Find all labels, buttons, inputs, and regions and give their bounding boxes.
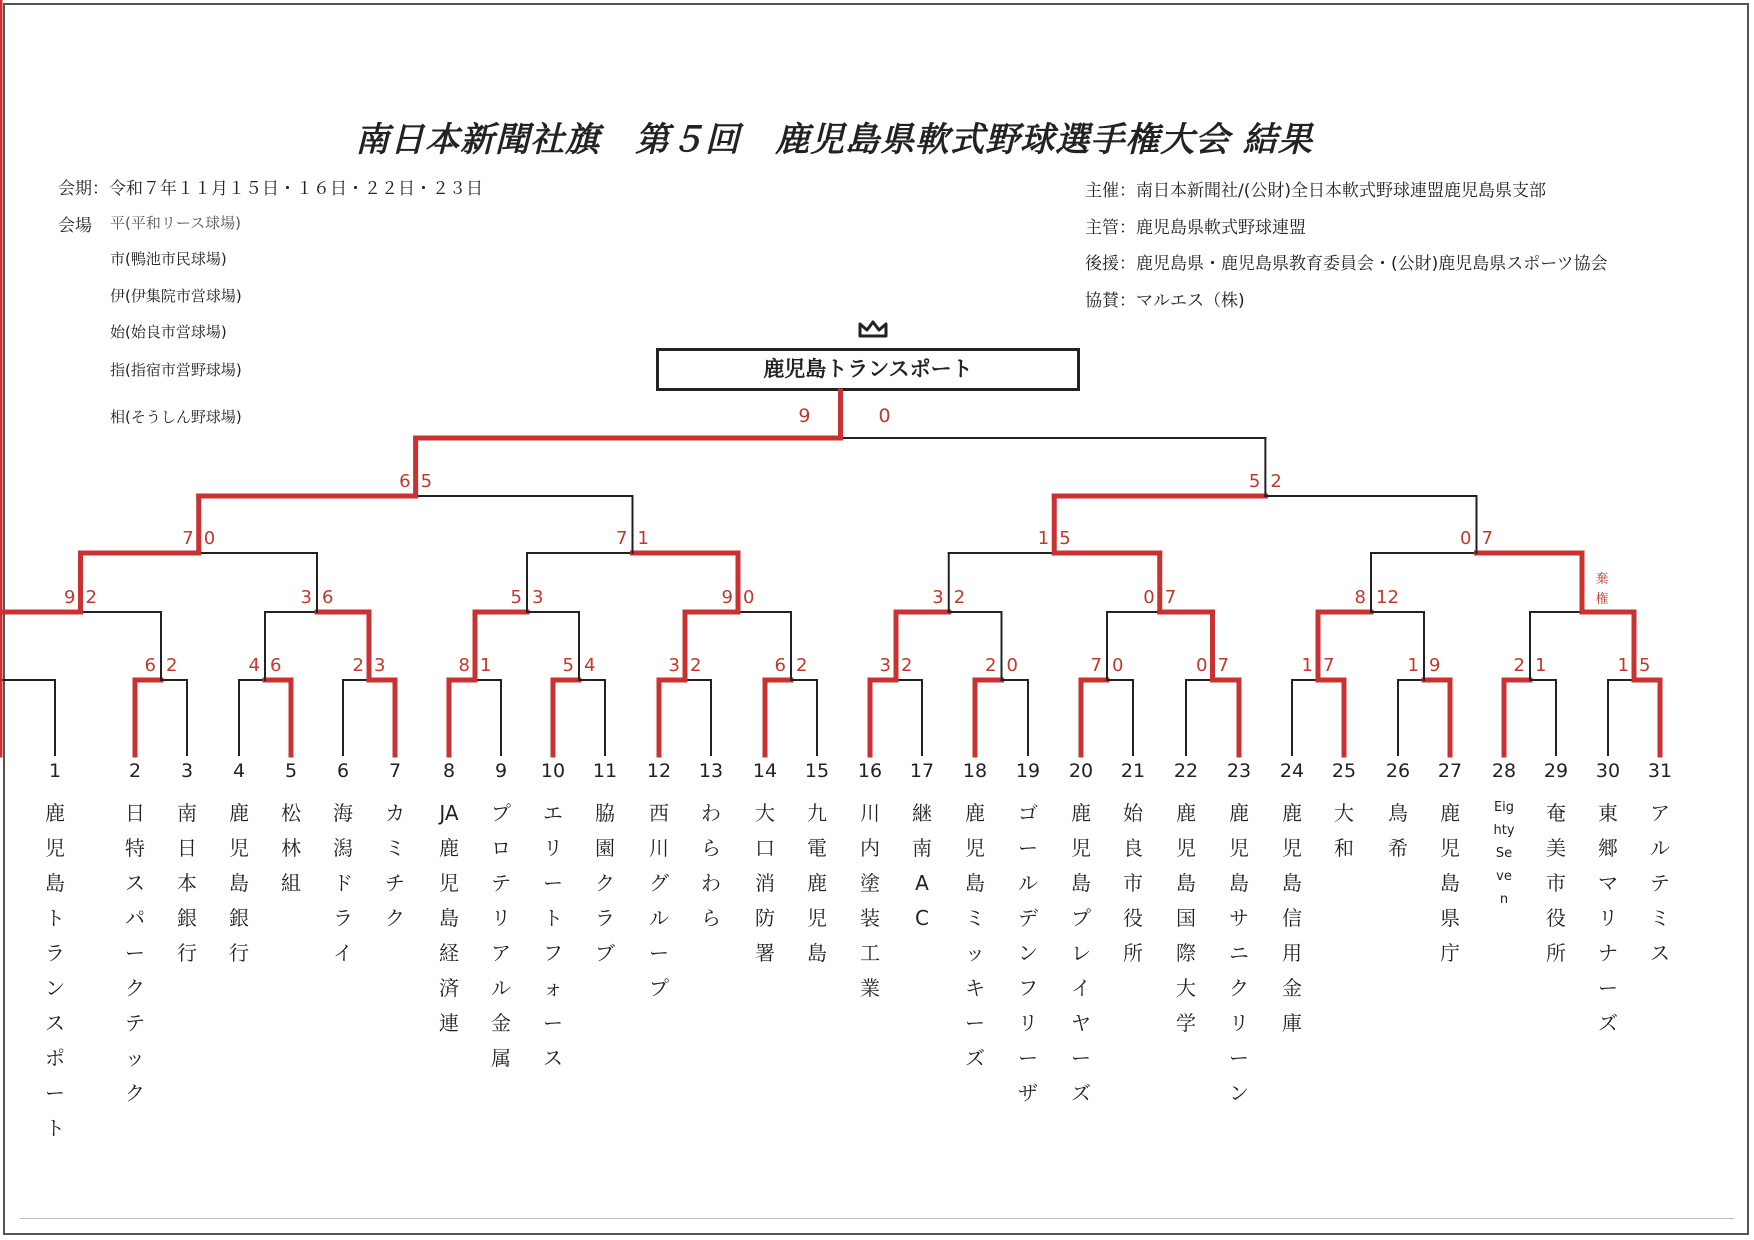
team-name: 脇園クラブ bbox=[595, 801, 615, 965]
page-title: 南日本新聞社旗 第５回 鹿児島県軟式野球選手権大会 結果 bbox=[355, 120, 1313, 160]
score-label: 7 bbox=[1164, 587, 1177, 608]
score-label: 6 bbox=[774, 655, 786, 676]
team-number: 24 bbox=[1279, 760, 1305, 782]
venue-item: 市(鴨池市民球場) bbox=[110, 250, 227, 268]
champion-box: 鹿児島トランスポート bbox=[656, 348, 1080, 391]
organizer-line: 後援：鹿児島県・鹿児島県教育委員会・(公財)鹿児島県スポーツ協会 bbox=[1085, 254, 1608, 274]
team-number: 30 bbox=[1595, 760, 1621, 782]
team-number: 23 bbox=[1226, 760, 1252, 782]
score-label: 9 bbox=[721, 587, 733, 608]
team-number: 2 bbox=[128, 760, 142, 782]
score-label: 6 bbox=[270, 655, 282, 676]
team-number: 22 bbox=[1173, 760, 1199, 782]
team-name: 日特スパークテック bbox=[125, 801, 145, 1105]
score-label: 1 bbox=[1407, 655, 1419, 676]
team-name: 大口消防署 bbox=[755, 801, 775, 965]
team-number: 25 bbox=[1331, 760, 1357, 782]
score-label: 3 bbox=[374, 655, 386, 676]
team-name: 西川グループ bbox=[649, 801, 669, 1000]
team-name: 鹿児島信用金庫 bbox=[1282, 801, 1302, 1035]
score-label: 8 bbox=[1354, 587, 1366, 608]
team-number: 3 bbox=[180, 760, 194, 782]
score-label: 6 bbox=[144, 655, 156, 676]
team-number: 11 bbox=[592, 760, 618, 782]
team-number: 4 bbox=[232, 760, 246, 782]
venue-item: 指(指宿市営野球場) bbox=[110, 361, 242, 379]
team-entry bbox=[585, 760, 625, 971]
team-entry bbox=[1484, 760, 1524, 911]
score-label: 12 bbox=[1376, 587, 1399, 608]
score-label: 7 bbox=[1090, 655, 1102, 676]
score-label: 3 bbox=[300, 587, 312, 608]
score-label: 8 bbox=[458, 655, 470, 676]
team-name: 奄美市役所 bbox=[1546, 801, 1566, 965]
team-name: 南日本銀行 bbox=[177, 801, 197, 965]
team-name: 鹿児島サニクリーン bbox=[1229, 801, 1249, 1105]
team-number: 28 bbox=[1491, 760, 1517, 782]
team-number: 21 bbox=[1120, 760, 1146, 782]
team-entry bbox=[271, 760, 311, 901]
score-label: 1 bbox=[1535, 655, 1547, 676]
team-entry bbox=[1536, 760, 1576, 971]
team-entry bbox=[902, 760, 942, 936]
score-label: 0 bbox=[203, 528, 216, 549]
team-number: 20 bbox=[1068, 760, 1094, 782]
score-label: 2 bbox=[953, 587, 966, 608]
team-name: 鹿児島銀行 bbox=[229, 801, 249, 965]
score-label: 5 bbox=[1059, 528, 1071, 549]
team-entry bbox=[115, 760, 155, 1111]
score-label: 7 bbox=[1481, 528, 1493, 549]
score-label: 2 bbox=[1513, 655, 1525, 676]
team-entry bbox=[1166, 760, 1206, 1041]
team-name: 川内塗装工業 bbox=[860, 801, 880, 1000]
team-name: 九電鹿児島 bbox=[807, 801, 827, 965]
score-label: 5 bbox=[1248, 471, 1261, 492]
team-name: 始良市役所 bbox=[1123, 801, 1143, 965]
team-number: 12 bbox=[646, 760, 672, 782]
score-label: 0 bbox=[878, 405, 891, 427]
score-label: 6 bbox=[399, 471, 411, 492]
score-label: 3 bbox=[668, 655, 680, 676]
score-label: 1 bbox=[480, 655, 492, 676]
score-label: 3 bbox=[932, 587, 944, 608]
team-name: エリートフォース bbox=[543, 801, 563, 1070]
score-label: 5 bbox=[562, 655, 574, 676]
team-number: 6 bbox=[336, 760, 350, 782]
team-name: ゴールデンフリーザ bbox=[1018, 801, 1038, 1105]
score-label: 2 bbox=[796, 655, 808, 676]
team-entry bbox=[1324, 760, 1364, 866]
score-label: 5 bbox=[1639, 655, 1651, 676]
team-name: 松林組 bbox=[281, 801, 301, 895]
team-name: 継南AC bbox=[912, 801, 932, 930]
organizer-line: 主催：南日本新聞社/(公財)全日本軟式野球連盟鹿児島県支部 bbox=[1085, 181, 1546, 201]
team-number: 31 bbox=[1647, 760, 1673, 782]
score-label: 7 bbox=[1323, 655, 1335, 676]
organizer-line: 協賛：マルエス（株) bbox=[1085, 291, 1245, 311]
team-entry bbox=[1378, 760, 1418, 866]
score-label: 0 bbox=[1006, 655, 1018, 676]
score-label: 0 bbox=[1460, 528, 1472, 549]
score-label: 1 bbox=[1617, 655, 1629, 676]
team-name: 鹿児島県庁 bbox=[1440, 801, 1460, 965]
score-label: 1 bbox=[637, 528, 649, 549]
team-entry bbox=[533, 760, 573, 1076]
score-label: 0 bbox=[1196, 655, 1208, 676]
team-entry bbox=[1061, 760, 1101, 1111]
score-label: 6 bbox=[322, 587, 334, 608]
venue-item: 始(始良市営球場) bbox=[110, 323, 227, 341]
team-number: 27 bbox=[1437, 760, 1463, 782]
score-label: 9 bbox=[1429, 655, 1441, 676]
forfeit-note: 棄 bbox=[1595, 572, 1609, 587]
score-label: 3 bbox=[532, 587, 544, 608]
team-number: 7 bbox=[388, 760, 402, 782]
score-label: 0 bbox=[1143, 587, 1155, 608]
score-label: 0 bbox=[743, 587, 755, 608]
score-label: 4 bbox=[248, 655, 260, 676]
team-name: 海潟ドライ bbox=[333, 801, 353, 965]
venue-item: 相(そうしん野球場) bbox=[110, 408, 242, 426]
team-entry bbox=[1219, 760, 1259, 1111]
team-number: 26 bbox=[1385, 760, 1411, 782]
team-name: Eighty Seven bbox=[1493, 800, 1515, 907]
score-label: 4 bbox=[584, 655, 596, 676]
team-number: 10 bbox=[540, 760, 566, 782]
team-entry bbox=[1588, 760, 1628, 1041]
team-entry bbox=[1640, 760, 1680, 971]
team-name: 東郷マリナーズ bbox=[1598, 801, 1618, 1035]
score-label: 9 bbox=[798, 405, 811, 427]
venue-item: 平(平和リース球場) bbox=[110, 214, 241, 232]
score-label: 9 bbox=[64, 587, 76, 608]
organizer-line: 主管：鹿児島県軟式野球連盟 bbox=[1085, 218, 1306, 238]
team-entry bbox=[850, 760, 890, 1006]
score-label: 7 bbox=[182, 528, 194, 549]
score-label: 3 bbox=[879, 655, 891, 676]
team-entry bbox=[1272, 760, 1312, 1041]
team-entry bbox=[745, 760, 785, 971]
team-name: 鹿児島ミッキーズ bbox=[965, 801, 985, 1070]
score-label: 0 bbox=[1112, 655, 1124, 676]
venue-item: 伊(伊集院市営球場) bbox=[110, 287, 242, 305]
team-entry bbox=[375, 760, 415, 936]
team-number: 18 bbox=[962, 760, 988, 782]
team-entry bbox=[691, 760, 731, 936]
team-entry bbox=[797, 760, 837, 971]
team-entry bbox=[1430, 760, 1470, 971]
team-entry bbox=[481, 760, 521, 1076]
team-entry bbox=[639, 760, 679, 1006]
team-name: プロテリアル金属 bbox=[491, 801, 511, 1070]
team-entry bbox=[1113, 760, 1153, 971]
score-label: 2 bbox=[85, 587, 97, 608]
team-name: JA鹿児島経済連 bbox=[439, 801, 459, 1035]
team-number: 29 bbox=[1543, 760, 1569, 782]
venues-label: 会場 bbox=[58, 216, 92, 236]
score-label: 2 bbox=[985, 655, 997, 676]
team-entry bbox=[323, 760, 363, 971]
team-number: 1 bbox=[48, 760, 62, 782]
team-number: 8 bbox=[442, 760, 456, 782]
score-label: 2 bbox=[166, 655, 178, 676]
team-name: 大和 bbox=[1334, 801, 1354, 860]
team-entry bbox=[955, 760, 995, 1076]
team-entry bbox=[1008, 760, 1048, 1111]
team-number: 13 bbox=[698, 760, 724, 782]
score-label: 2 bbox=[352, 655, 364, 676]
score-label: 1 bbox=[1037, 528, 1050, 549]
score-label: 2 bbox=[1270, 471, 1282, 492]
tournament-dates: 会期：令和７年１１月１５日・１６日・２２日・２３日 bbox=[58, 179, 483, 199]
team-number: 19 bbox=[1015, 760, 1041, 782]
team-name: アルテミス bbox=[1650, 801, 1670, 965]
team-entry bbox=[167, 760, 207, 971]
team-number: 17 bbox=[909, 760, 935, 782]
team-name: わらわら bbox=[701, 801, 721, 930]
team-number: 16 bbox=[857, 760, 883, 782]
team-name: 鹿児島トランスポート bbox=[45, 801, 65, 1140]
score-label: 7 bbox=[1217, 655, 1229, 676]
score-label: 5 bbox=[510, 587, 522, 608]
team-name: カミチク bbox=[385, 801, 405, 930]
score-label: 7 bbox=[616, 528, 628, 549]
score-label: 2 bbox=[901, 655, 913, 676]
team-number: 14 bbox=[752, 760, 778, 782]
team-name: 鳥希 bbox=[1388, 801, 1408, 860]
team-name: 鹿児島国際大学 bbox=[1176, 801, 1196, 1035]
score-label: 2 bbox=[690, 655, 702, 676]
team-number: 15 bbox=[804, 760, 830, 782]
forfeit-note: 権 bbox=[1595, 592, 1609, 607]
team-entry bbox=[35, 760, 75, 1146]
team-entry bbox=[429, 760, 469, 1041]
team-number: 5 bbox=[284, 760, 298, 782]
team-name: 鹿児島プレイヤーズ bbox=[1071, 801, 1091, 1105]
team-number: 9 bbox=[494, 760, 508, 782]
team-entry bbox=[219, 760, 259, 971]
score-label: 1 bbox=[1301, 655, 1313, 676]
score-label: 5 bbox=[420, 471, 433, 492]
